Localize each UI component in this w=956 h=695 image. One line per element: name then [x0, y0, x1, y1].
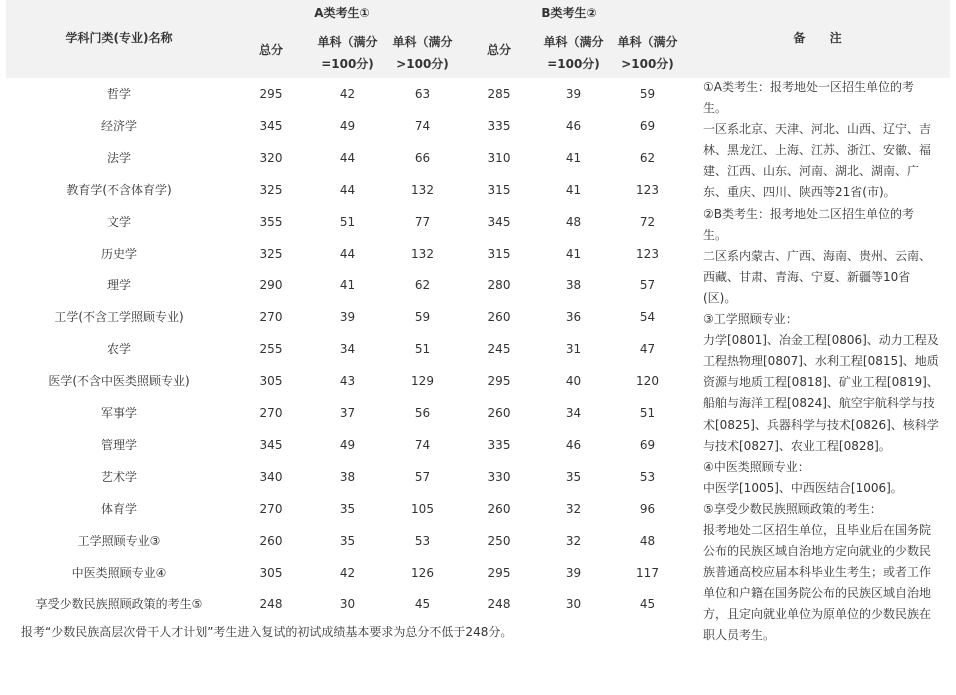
b-single-100-score: 48 [565, 214, 582, 229]
remark-line: ④中医类照顾专业： [703, 459, 810, 474]
a-single-100-score: 37 [339, 406, 356, 420]
subject-name: 文学 [106, 214, 131, 229]
b-single-over100-score: 120 [636, 374, 659, 389]
header-remarks: 备 注 [793, 31, 852, 45]
a-single-over100-score: 45 [414, 597, 431, 612]
table-row [6, 110, 696, 142]
b-single-over100-score: 47 [639, 342, 656, 357]
b-single-100-score: 41 [565, 182, 582, 197]
b-single-over100-score: 117 [636, 565, 659, 580]
b-total-score: 335 [487, 437, 511, 452]
b-single-over100-score: 59 [639, 87, 656, 101]
b-single-over100-score: 48 [639, 533, 656, 548]
b-single-100-score: 36 [565, 310, 582, 325]
subject-name: 医学(不含中医类照顾专业) [48, 374, 190, 389]
subject-name: 中医类照顾专业④ [71, 565, 167, 580]
table-row [6, 557, 696, 589]
b-total-score: 260 [487, 310, 511, 325]
table-row [6, 78, 696, 110]
b-total-score: 315 [487, 246, 511, 261]
a-single-100-score: 39 [339, 310, 356, 325]
a-total-score: 270 [259, 310, 283, 325]
subject-name: 理学 [106, 278, 131, 293]
a-single-100-score: 38 [339, 469, 356, 484]
remark-line: 生。 [703, 227, 728, 242]
a-single-100-score: 42 [339, 87, 356, 101]
b-single-over100-score: 54 [639, 310, 656, 325]
remark-line: 与技术[0827]、农业工程[0828]。 [703, 438, 891, 453]
remark-line: 族普通高校应届本科毕业生考生；或者工作 [703, 565, 932, 580]
remark-line: 中医学[1005]、中西医结合[1006]。 [703, 480, 903, 495]
header-line: 单科（满分 [392, 35, 453, 49]
b-total-score: 245 [487, 342, 511, 357]
a-single-over100-score: 105 [411, 501, 434, 516]
b-single-100-score: 34 [565, 406, 582, 420]
subject-name: 教育学(不含体育学) [66, 182, 172, 197]
a-single-over100-score: 57 [414, 469, 431, 484]
remark-line: 东、重庆、四川、陕西等21省(市)。 [703, 185, 896, 200]
remark-line: 报考地处二区招生单位，且毕业后在国务院 [703, 522, 932, 537]
remark-line: (区)。 [703, 290, 737, 305]
header-b-single-over100 [610, 31, 685, 75]
table-row [6, 461, 696, 493]
remark-line: 船舶与海洋工程[0824]、航空宇航科学与技 [703, 396, 935, 411]
b-total-score: 280 [487, 278, 511, 293]
a-single-100-score: 42 [339, 565, 356, 580]
remark-line: ②B类考生：报考地处二区招生单位的考 [703, 206, 914, 221]
b-single-over100-score: 96 [639, 501, 656, 516]
header-b-single-100 [536, 31, 611, 75]
b-single-over100-score: 69 [639, 118, 656, 133]
a-total-score: 270 [259, 501, 283, 516]
b-total-score: 335 [487, 118, 511, 133]
a-total-score: 255 [259, 342, 283, 357]
a-single-100-score: 49 [339, 118, 356, 133]
b-total-score: 250 [487, 533, 511, 548]
b-single-over100-score: 53 [639, 469, 656, 484]
a-total-score: 305 [259, 565, 283, 580]
a-single-100-score: 44 [339, 182, 356, 197]
remark-line: 资源与地质工程[0818]、矿业工程[0819]、 [703, 375, 939, 390]
b-single-100-score: 30 [565, 597, 582, 612]
b-single-100-score: 46 [565, 437, 582, 452]
header-group-a: A类考生① [314, 6, 370, 20]
subject-name: 工学照顾专业③ [77, 533, 161, 548]
remark-line: ③工学照顾专业： [703, 312, 798, 327]
a-single-over100-score: 59 [414, 310, 431, 325]
b-total-score: 260 [487, 501, 511, 516]
table-row [6, 525, 696, 557]
b-single-over100-score: 51 [639, 406, 656, 420]
b-single-over100-score: 123 [636, 246, 659, 261]
header-group-b: B类考生② [541, 6, 597, 20]
a-total-score: 305 [259, 374, 283, 389]
header-a-single-100 [310, 31, 385, 75]
a-single-over100-score: 66 [414, 150, 431, 165]
remark-line: ①A类考生：报考地处一区招生单位的考 [703, 80, 914, 94]
remark-line: ⑤享受少数民族照顾政策的考生： [703, 501, 882, 516]
remark-line: 力学[0801]、冶金工程[0806]、动力工程及 [703, 333, 939, 348]
a-single-100-score: 41 [339, 278, 356, 293]
table-row [6, 301, 696, 333]
b-total-score: 345 [487, 214, 511, 229]
b-single-100-score: 31 [565, 342, 582, 357]
a-total-score: 295 [259, 87, 283, 101]
table-row [6, 365, 696, 397]
a-total-score: 248 [259, 597, 283, 612]
b-single-100-score: 41 [565, 150, 582, 165]
a-total-score: 260 [259, 533, 283, 548]
b-single-over100-score: 45 [639, 597, 656, 612]
subject-name: 享受少数民族照顾政策的考生⑤ [35, 597, 203, 612]
remark-line: 术[0825]、兵器科学与技术[0826]、核科学 [703, 417, 939, 432]
header-a-total: 总分 [258, 43, 283, 57]
a-single-over100-score: 63 [414, 87, 431, 101]
a-single-over100-score: 62 [414, 278, 431, 293]
a-single-over100-score: 56 [414, 406, 431, 420]
b-single-100-score: 39 [565, 87, 582, 101]
a-single-over100-score: 132 [411, 246, 434, 261]
b-single-100-score: 39 [565, 565, 582, 580]
a-single-over100-score: 126 [411, 565, 434, 580]
table-row [6, 238, 696, 270]
remark-line: 林、黑龙江、上海、江苏、浙江、安徽、福 [703, 143, 932, 158]
table-row [6, 333, 696, 365]
a-single-over100-score: 74 [414, 437, 431, 452]
header-subject-column: 学科门类(专业)名称 [65, 31, 173, 45]
b-single-100-score: 35 [565, 469, 582, 484]
a-single-100-score: 44 [339, 246, 356, 261]
subject-name: 经济学 [100, 118, 137, 133]
a-single-100-score: 44 [339, 150, 356, 165]
b-single-over100-score: 69 [639, 437, 656, 452]
table-row [6, 493, 696, 525]
remarks-column [703, 77, 943, 647]
subject-name: 工学(不含工学照顾专业) [54, 310, 184, 325]
b-single-100-score: 38 [565, 278, 582, 293]
b-total-score: 295 [487, 374, 511, 389]
a-total-score: 340 [259, 469, 283, 484]
a-total-score: 345 [259, 118, 283, 133]
header-line: =100分) [547, 57, 600, 71]
a-single-over100-score: 51 [414, 342, 431, 357]
header-line: 单科（满分 [543, 35, 604, 49]
b-total-score: 315 [487, 182, 511, 197]
remark-line: 西藏、甘肃、青海、宁夏、新疆等10省 [703, 269, 911, 284]
b-single-100-score: 41 [565, 246, 582, 261]
a-single-over100-score: 129 [411, 374, 434, 389]
a-total-score: 270 [259, 406, 283, 420]
subject-name: 管理学 [100, 437, 137, 452]
a-single-over100-score: 77 [414, 214, 431, 229]
b-total-score: 285 [487, 87, 511, 101]
b-single-100-score: 32 [565, 533, 582, 548]
b-total-score: 330 [487, 469, 511, 484]
subject-name: 艺术学 [100, 469, 137, 484]
footnote: 报考“少数民族高层次骨干人才计划”考生进入复试的初试成绩基本要求为总分不低于248分。 [21, 625, 513, 639]
remark-line: 工程热物理[0807]、水利工程[0815]、地质 [703, 354, 939, 369]
a-single-over100-score: 132 [411, 182, 434, 197]
subject-name: 哲学 [106, 87, 131, 101]
a-total-score: 325 [259, 246, 283, 261]
a-single-100-score: 43 [339, 374, 356, 389]
table-row [6, 429, 696, 461]
header-line: >100分) [396, 57, 449, 71]
b-single-over100-score: 62 [639, 150, 656, 165]
table-row [6, 142, 696, 174]
a-total-score: 325 [259, 182, 283, 197]
remark-line: 方，且定向就业单位为原单位的少数民族在 [703, 607, 932, 622]
a-total-score: 345 [259, 437, 283, 452]
remark-line: 一区系北京、天津、河北、山西、辽宁、吉 [703, 122, 932, 137]
b-total-score: 310 [487, 150, 511, 165]
header-line: 单科（满分 [617, 35, 678, 49]
header-line: =100分) [321, 57, 374, 71]
b-single-100-score: 32 [565, 501, 582, 516]
a-single-100-score: 49 [339, 437, 356, 452]
header-line: 单科（满分 [317, 35, 378, 49]
b-total-score: 260 [487, 406, 511, 420]
table-row [6, 174, 696, 206]
a-single-100-score: 34 [339, 342, 356, 357]
table-row [6, 269, 696, 301]
remark-line: 生。 [703, 101, 728, 116]
header-line: >100分) [621, 57, 674, 71]
b-single-over100-score: 57 [639, 278, 656, 293]
b-total-score: 295 [487, 565, 511, 580]
a-single-100-score: 35 [339, 533, 356, 548]
a-total-score: 290 [259, 278, 283, 293]
b-single-over100-score: 72 [639, 214, 656, 229]
b-single-100-score: 46 [565, 118, 582, 133]
a-total-score: 355 [259, 214, 283, 229]
table-row [6, 397, 696, 429]
b-total-score: 248 [487, 597, 511, 612]
table-row [6, 588, 696, 620]
remark-line: 单位和户籍在国务院公布的民族区域自治地 [703, 586, 932, 601]
a-total-score: 320 [259, 150, 283, 165]
remark-line: 职人员考生。 [703, 628, 776, 643]
table-row [6, 206, 696, 238]
remark-line: 二区系内蒙古、广西、海南、贵州、云南、 [703, 248, 932, 263]
subject-name: 军事学 [100, 406, 137, 420]
subject-name: 法学 [106, 150, 131, 165]
remark-line: 建、江西、山东、河南、湖北、湖南、广 [703, 164, 920, 179]
a-single-100-score: 51 [339, 214, 356, 229]
subject-name: 农学 [106, 342, 131, 357]
subject-name: 历史学 [100, 246, 137, 261]
b-single-100-score: 40 [565, 374, 582, 389]
a-single-100-score: 30 [339, 597, 356, 612]
a-single-over100-score: 74 [414, 118, 431, 133]
header-a-single-over100 [385, 31, 460, 75]
a-single-over100-score: 53 [414, 533, 431, 548]
subject-name: 体育学 [100, 501, 137, 516]
a-single-100-score: 35 [339, 501, 356, 516]
header-b-total: 总分 [486, 43, 511, 57]
b-single-over100-score: 123 [636, 182, 659, 197]
remark-line: 公布的民族区域自治地方定向就业的少数民 [703, 544, 932, 559]
